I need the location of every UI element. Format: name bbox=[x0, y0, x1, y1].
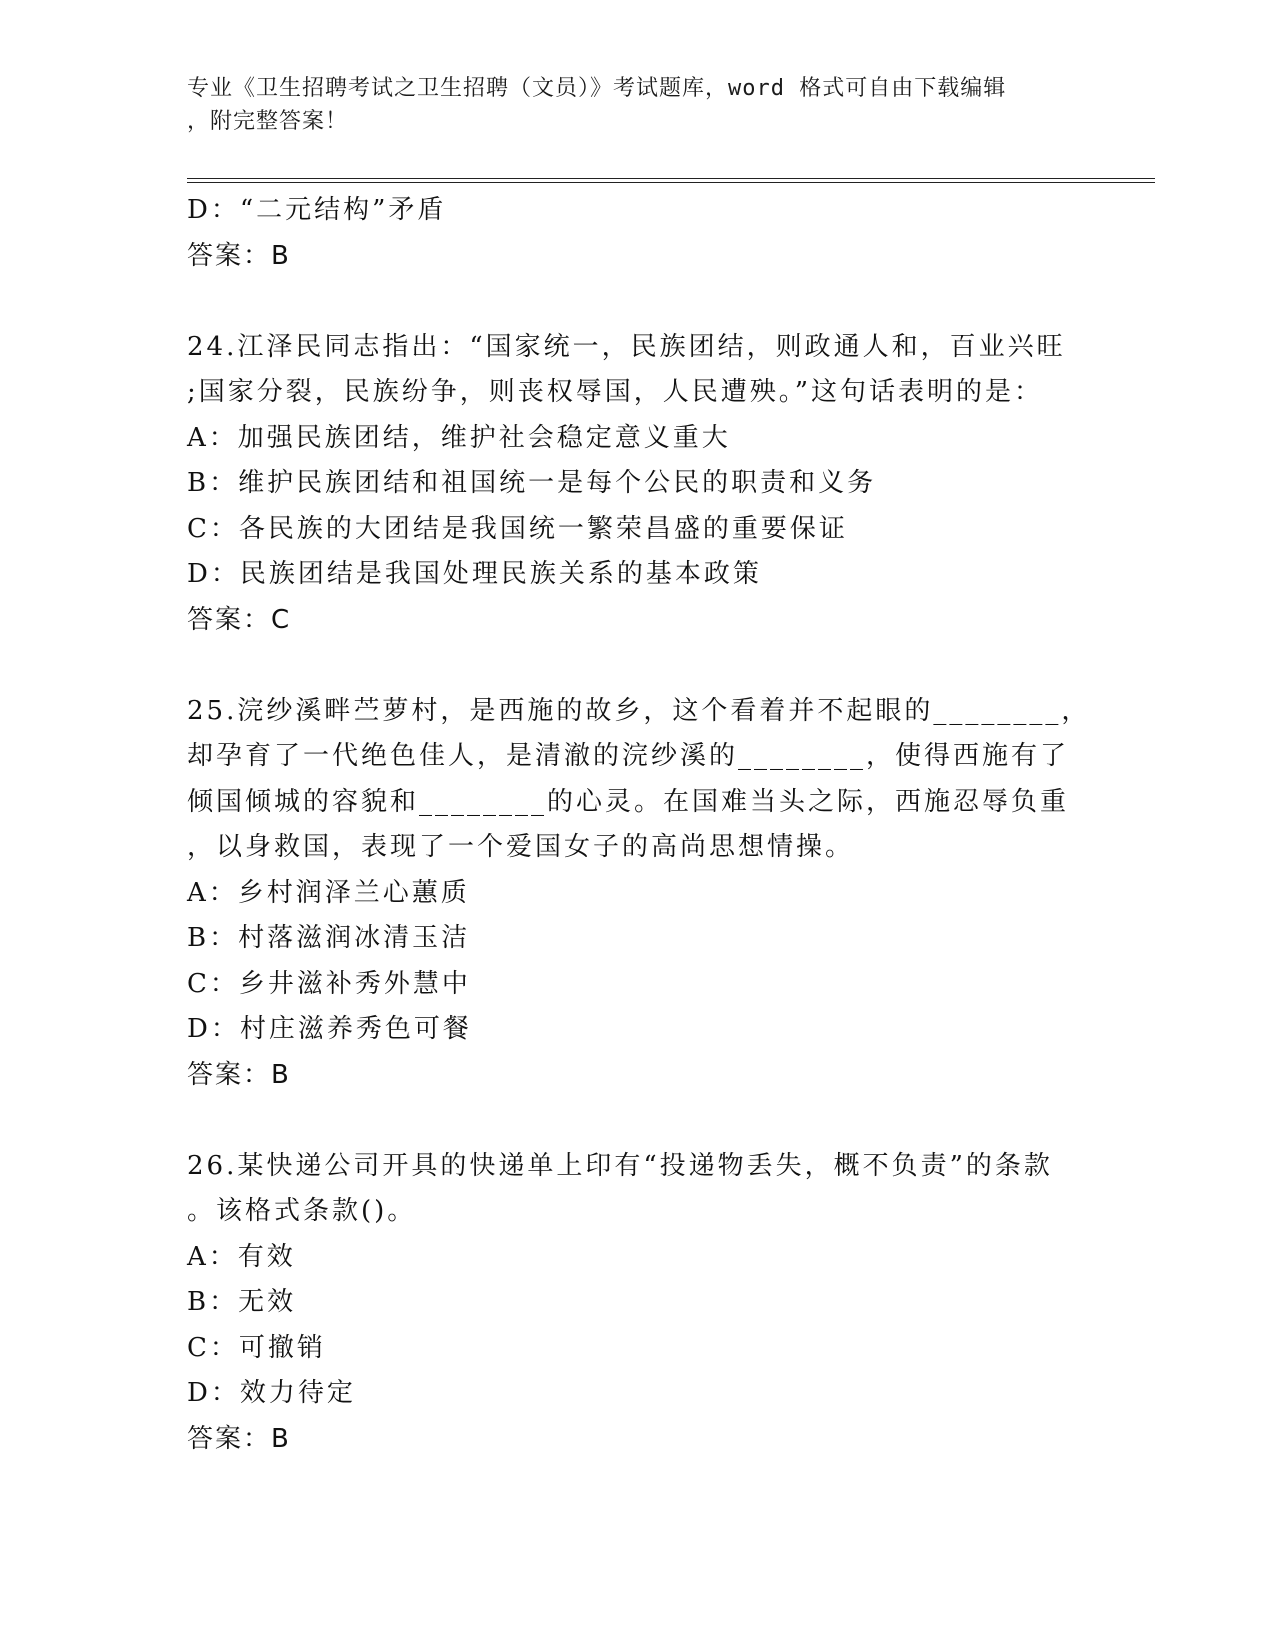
option-c: C：乡井滋补秀外慧中 bbox=[187, 968, 471, 999]
question-stem-line: 24.江泽民同志指出：“国家统一，民族团结，则政通人和，百业兴旺 bbox=[187, 331, 1066, 362]
question-list bbox=[187, 188, 1091, 1462]
answer: 答案：B bbox=[187, 1423, 291, 1454]
header-divider-top bbox=[187, 178, 1155, 179]
question-26 bbox=[187, 1144, 1087, 1463]
option-d: D：村庄滋养秀色可餐 bbox=[187, 1014, 472, 1044]
question-24 bbox=[187, 325, 1087, 644]
option-d: D：效力待定 bbox=[187, 1378, 356, 1408]
question-25 bbox=[187, 689, 1091, 1099]
answer: 答案：C bbox=[187, 604, 292, 635]
question-stem-line: ;国家分裂，民族纷争，则丧权辱国，人民遭殃。”这句话表明的是： bbox=[187, 377, 1044, 407]
spacer bbox=[187, 1098, 1087, 1144]
option-c: C：可撤销 bbox=[187, 1332, 326, 1363]
spacer bbox=[187, 643, 1087, 689]
question-stem-line: 。该格式条款()。 bbox=[187, 1196, 417, 1226]
option-a: A：加强民族团结，维护社会稳定意义重大 bbox=[187, 422, 731, 453]
option-a: A：乡村润泽兰心蕙质 bbox=[187, 877, 470, 908]
answer: 答案：B bbox=[187, 240, 291, 271]
option-b: B：维护民族团结和祖国统一是每个公民的职责和义务 bbox=[187, 468, 877, 498]
question-stem-line: 26.某快递公司开具的快递单上印有“投递物丢失，概不负责”的条款 bbox=[187, 1150, 1053, 1181]
option-d: D：“二元结构”矛盾 bbox=[187, 195, 447, 225]
option-b: B：无效 bbox=[187, 1287, 297, 1317]
question-stem-line: 倾国倾城的容貌和________的心灵。在国难当头之际，西施忍辱负重 bbox=[187, 786, 1070, 817]
question-stem-line: 却孕育了一代绝色佳人，是清澈的浣纱溪的________，使得西施有了 bbox=[187, 741, 1070, 771]
answer: 答案：B bbox=[187, 1059, 291, 1090]
question-stem-line: ，以身救国，表现了一个爱国女子的高尚思想情操。 bbox=[187, 832, 855, 862]
option-a: A：有效 bbox=[187, 1241, 296, 1272]
header-line-2: ，附完整答案！ bbox=[187, 109, 349, 134]
spacer bbox=[187, 279, 1087, 325]
question-stem-line: 25.浣纱溪畔苎萝村，是西施的故乡，这个看着并不起眼的________， bbox=[187, 695, 1091, 726]
document-header bbox=[187, 72, 1067, 138]
question-23-tail bbox=[187, 188, 1087, 279]
option-c: C：各民族的大团结是我国统一繁荣昌盛的重要保证 bbox=[187, 513, 848, 544]
header-divider-bottom bbox=[187, 182, 1155, 183]
header-line-1: 专业《卫生招聘考试之卫生招聘（文员）》考试题库，word 格式可自由下载编辑 bbox=[187, 76, 1007, 101]
option-b: B：村落滋润冰清玉洁 bbox=[187, 923, 471, 953]
option-d: D：民族团结是我国处理民族关系的基本政策 bbox=[187, 559, 762, 589]
